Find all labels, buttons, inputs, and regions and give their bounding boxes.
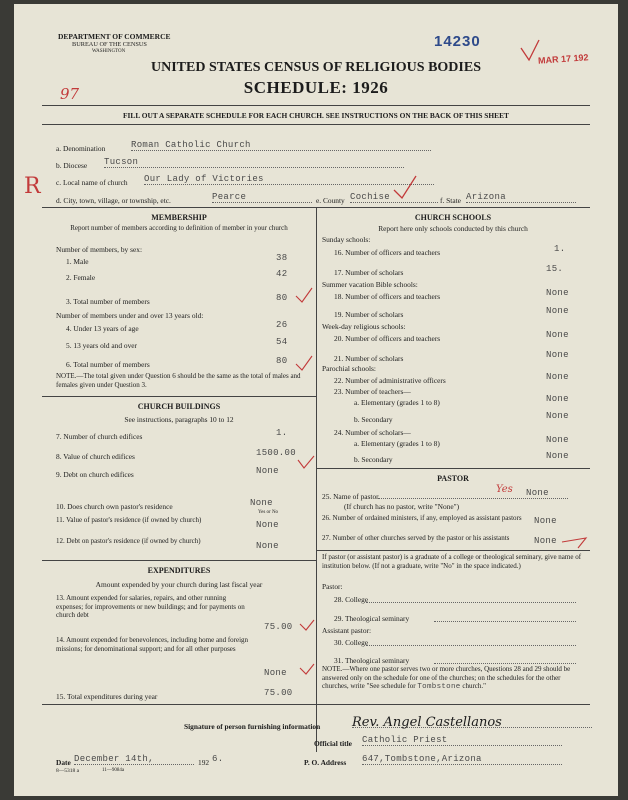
instructions-banner: FILL OUT A SEPARATE SCHEDULE FOR EACH CHURCH. SEE INSTRUCTIONS ON THE BACK OF THIS SHEET [123,111,509,120]
q19-label: 19. Number of scholars [334,310,404,319]
assistant-label: Assistant pastor: [322,626,372,635]
q16-value[interactable]: 1. [554,244,566,254]
pastor-title: PASTOR [437,474,469,483]
q17-value[interactable]: 15. [546,264,564,274]
q13-value[interactable]: 75.00 [264,622,293,632]
under-over-label: Number of members under and over 13 years old: [56,311,204,320]
q18-value[interactable]: None [546,288,569,298]
check-mark-icon [296,454,316,474]
expenditures-sub: Amount expended by your church during last fiscal year [95,580,263,589]
pastor-note-value[interactable]: Tombstone [417,683,461,691]
q19-value[interactable]: None [546,306,569,316]
q30-label: 30. College [334,638,369,647]
sunday-schools-label: Sunday schools: [322,235,371,244]
buildings-sub: See instructions, paragraphs 10 to 12 [124,415,234,424]
q22-value[interactable]: None [546,372,569,382]
check-marks-icon [298,618,316,698]
under-13-label: 4. Under 13 years of age [66,324,139,333]
church-name-label: c. Local name of church [56,178,128,187]
q31-field[interactable] [434,663,576,664]
residence-label: 10. Does church own pastor's residence [56,502,173,511]
margin-mark-number: 97 [60,85,80,103]
q27-value[interactable]: None [534,536,557,546]
year-prefix: 192 [198,758,210,767]
city-value[interactable]: Pearce [212,192,312,203]
church-name-value[interactable]: Our Lady of Victories [144,174,434,185]
members-by-sex-label: Number of members, by sex: [56,245,142,254]
total-members-2-label: 6. Total number of members [66,360,150,369]
q15-value[interactable]: 75.00 [264,688,293,698]
diocese-label: b. Diocese [56,161,88,170]
total-members-value[interactable]: 80 [276,293,288,303]
yes-no-hint: Yes or No [258,510,279,515]
signature-value: Rev. Angel Castellanos [352,715,502,730]
department-label: DEPARTMENT OF COMMERCE [58,32,171,41]
q24a-label: a. Elementary (grades 1 to 8) [354,439,440,448]
q28-field[interactable] [366,602,576,603]
date-value[interactable]: December 14th, [74,754,194,765]
residence-debt-label: 12. Debt on pastor's residence (if owned by church) [56,537,201,545]
received-date-stamp: MAR 17 192 [537,52,589,66]
q17-label: 17. Number of scholars [334,268,404,277]
q23-label: 23. Number of teachers— [334,387,411,396]
q26-value[interactable]: None [534,516,557,526]
over-13-value[interactable]: 54 [276,337,288,347]
q20-value[interactable]: None [546,330,569,340]
edifices-value[interactable]: 1. [276,428,288,438]
residence-value-value[interactable]: None [256,520,279,530]
graduate-note: If pastor (or assistant pastor) is a graduate of a college or theological seminary, give name of institution below. (If not a graduate, write "No" in the space indicated.) [322,553,582,570]
q29-field[interactable] [434,621,576,622]
expenditures-title: EXPENDITURES [147,566,211,575]
check-mark-icon [560,528,590,550]
residence-value-label: 11. Value of pastor's residence (if owned by church) [56,516,202,524]
total-members-label: 3. Total number of members [66,297,150,306]
membership-note: NOTE.—The total given under Question 6 should be the same as the total of males and females given under Question 3. [56,372,301,389]
under-13-value[interactable]: 26 [276,320,288,330]
q14-label: 14. Amount expended for benevolences, including home and foreign missions; for denominational support; and for all other purposes [56,636,249,653]
schools-title: CHURCH SCHOOLS [414,213,492,222]
signature-label: Signature of person furnishing information [184,722,321,731]
q30-field[interactable] [366,645,576,646]
q23b-value[interactable]: None [546,411,569,421]
denomination-label: a. Denomination [56,144,106,153]
q16-label: 16. Number of officers and teachers [334,248,441,257]
q25-sub: (If church has no pastor, write "None") [344,502,460,511]
edifice-value-value[interactable]: 1500.00 [256,448,296,458]
q23a-label: a. Elementary (grades 1 to 8) [354,398,440,407]
q22-label: 22. Number of administrative officers [334,376,446,385]
pastor-note: NOTE.—Where one pastor serves two or more churches, Questions 28 and 29 should be answered only on the schedule for one of the churches; on the schedules for the other churches, write "See schedule for Tombstone church." [322,665,571,691]
q28-label: 28. College [334,595,369,604]
q14-value[interactable]: None [264,668,287,678]
male-label: 1. Male [66,257,89,266]
year-value[interactable]: 6. [212,754,224,764]
date-label: Date [56,758,71,767]
edifice-value-label: 8. Value of church edifices [56,452,135,461]
residence-debt-value[interactable]: None [256,541,279,551]
print-number: 11—9084a [102,768,125,773]
q27-label: 27. Number of other churches served by the pastor or his assistants [322,534,510,542]
q31-label: 31. Theological seminary [334,656,410,665]
state-label: f. State [440,196,461,205]
q13-label: 13. Amount expended for salaries, repairs, and other running expenses; for improvements or new buildings; and for payments on church debt [56,594,245,619]
denomination-value[interactable]: Roman Catholic Church [131,140,431,151]
bureau-label: BUREAU OF THE CENSUS [72,41,147,48]
q20-label: 20. Number of officers and teachers [334,334,441,343]
q25-label: 25. Name of pastor [322,492,379,501]
q24a-value[interactable]: None [546,435,569,445]
q24-label: 24. Number of scholars— [334,428,411,437]
edifice-debt-label: 9. Debt on church edifices [56,470,134,479]
po-address-label: P. O. Address [304,758,347,767]
buildings-title: CHURCH BUILDINGS [137,402,221,411]
total-members-2-value[interactable]: 80 [276,356,288,366]
q24b-label: b. Secondary [354,455,393,464]
schools-intro: Report here only schools conducted by this church [378,224,528,233]
edifice-debt-value[interactable]: None [256,466,279,476]
q23a-value[interactable]: None [546,394,569,404]
q23b-label: b. Secondary [354,415,393,424]
q15-label: 15. Total expenditures during year [56,692,158,701]
city-label-field: d. City, town, village, or township, etc. [56,196,171,205]
state-value[interactable]: Arizona [466,192,576,203]
form-number: 8—5318 a [56,768,80,774]
residence-value[interactable]: None [250,498,273,508]
signature-field[interactable] [352,713,592,728]
city-label: WASHINGTON [92,49,126,54]
q29-label: 29. Theological seminary [334,614,410,623]
parochial-schools-label: Parochial schools: [322,364,376,373]
county-label: e. County [316,196,345,205]
membership-intro: Report number of members according to definition of member in your church [70,224,288,232]
county-value[interactable]: Cochise [350,192,438,203]
female-label: 2. Female [66,273,96,282]
over-13-label: 5. 13 years old and over [66,341,138,350]
pastor-sub-label: Pastor: [322,582,343,591]
diocese-value[interactable]: Tucson [104,157,404,168]
female-value[interactable]: 42 [276,269,288,279]
summer-schools-label: Summer vacation Bible schools: [322,280,418,289]
q21-label: 21. Number of scholars [334,354,404,363]
official-title-value[interactable]: Catholic Priest [362,735,562,746]
membership-title: MEMBERSHIP [151,213,207,222]
q25-handwritten: Yes [496,484,513,495]
check-mark-icon [390,172,420,202]
q26-label: 26. Number of ordained ministers, if any, employed as assistant pastors [322,514,522,522]
schedule-number: 14230 [434,33,481,50]
q21-value[interactable]: None [546,350,569,360]
census-schedule-page [14,4,618,796]
q18-label: 18. Number of officers and teachers [334,292,441,301]
po-address-value[interactable]: 647,Tombstone,Arizona [362,754,562,765]
q24b-value[interactable]: None [546,451,569,461]
edifices-label: 7. Number of church edifices [56,432,143,441]
margin-mark-letter: R [24,174,41,199]
form-title: UNITED STATES CENSUS OF RELIGIOUS BODIES [150,60,481,75]
official-title-label: Official title [314,739,352,748]
schedule-title: SCHEDULE: 1926 [243,78,389,97]
male-value[interactable]: 38 [276,253,288,263]
weekday-schools-label: Week-day religious schools: [322,322,406,331]
q25-value[interactable]: None [526,488,549,498]
check-marks-icon [294,284,314,374]
